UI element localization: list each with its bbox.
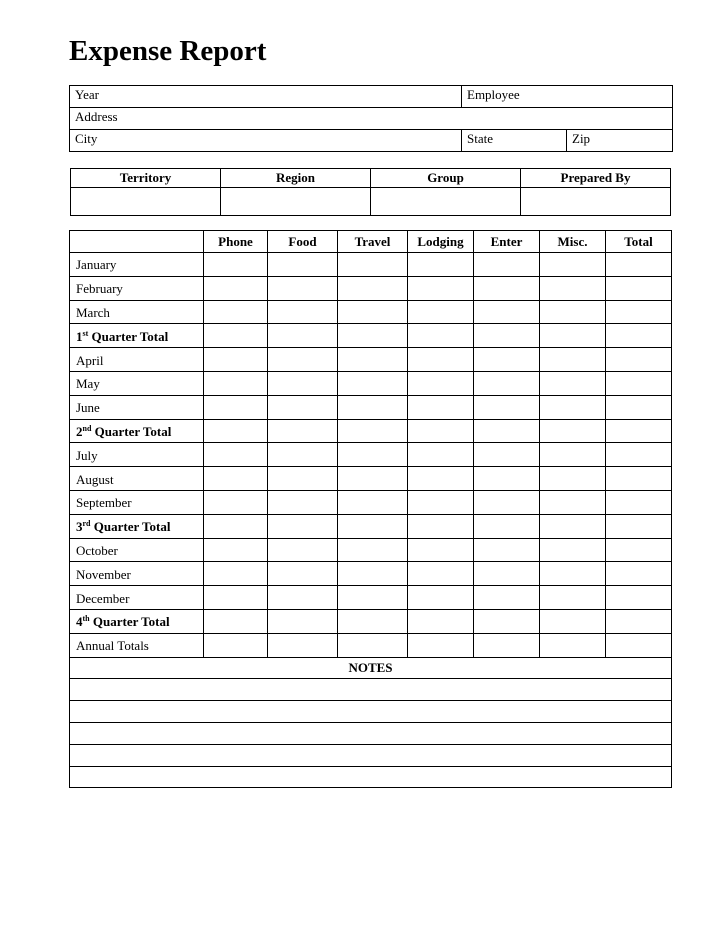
expense-cell[interactable] xyxy=(268,490,338,514)
expense-cell[interactable] xyxy=(474,443,540,467)
row-label-march: March xyxy=(70,300,204,324)
employee-field[interactable] xyxy=(462,86,673,108)
expense-cell[interactable] xyxy=(338,514,408,538)
expense-cell[interactable] xyxy=(540,371,606,395)
expense-cell[interactable] xyxy=(606,324,672,348)
expense-cell[interactable] xyxy=(268,300,338,324)
expense-cell[interactable] xyxy=(204,562,268,586)
row-label-november: November xyxy=(70,562,204,586)
expense-cell[interactable] xyxy=(474,419,540,443)
employee-label: Employee xyxy=(467,87,520,102)
expense-cell[interactable] xyxy=(408,300,474,324)
table-row xyxy=(70,538,672,562)
misc-header: Misc. xyxy=(540,231,606,253)
expense-cell[interactable] xyxy=(268,467,338,491)
expense-cell[interactable] xyxy=(408,253,474,277)
table-row xyxy=(70,562,672,586)
expense-cell[interactable] xyxy=(606,253,672,277)
expense-cell[interactable] xyxy=(268,633,338,657)
expense-cell[interactable] xyxy=(540,300,606,324)
territory-header: Territory xyxy=(71,169,221,188)
expense-cell[interactable] xyxy=(606,633,672,657)
expense-cell[interactable] xyxy=(204,443,268,467)
table-row xyxy=(70,633,672,657)
expense-cell[interactable] xyxy=(606,586,672,610)
row-label-september: September xyxy=(70,490,204,514)
notes-line-4[interactable] xyxy=(70,744,672,766)
expense-cell[interactable] xyxy=(338,586,408,610)
expense-cell[interactable] xyxy=(408,586,474,610)
q2-num: 2 xyxy=(76,423,83,439)
row-label-january: January xyxy=(70,253,204,277)
q1-text: Quarter Total xyxy=(88,328,169,344)
expense-cell[interactable] xyxy=(204,514,268,538)
expense-cell[interactable] xyxy=(338,324,408,348)
q1-num: 1 xyxy=(76,328,83,344)
expense-cell[interactable] xyxy=(540,586,606,610)
expense-table xyxy=(69,230,672,788)
expense-cell[interactable] xyxy=(408,419,474,443)
expense-cell[interactable] xyxy=(474,490,540,514)
expense-cell[interactable] xyxy=(540,514,606,538)
expense-cell[interactable] xyxy=(540,609,606,633)
notes-title: NOTES xyxy=(70,657,672,679)
expense-cell[interactable] xyxy=(268,586,338,610)
prepared-by-header: Prepared By xyxy=(521,169,671,188)
total-header: Total xyxy=(606,231,672,253)
q2-text: Quarter Total xyxy=(91,423,172,439)
row-label-july: July xyxy=(70,443,204,467)
expense-cell[interactable] xyxy=(268,609,338,633)
expense-cell[interactable] xyxy=(606,467,672,491)
expense-cell[interactable] xyxy=(204,348,268,372)
q4-num: 4 xyxy=(76,614,83,630)
expense-cell[interactable] xyxy=(606,490,672,514)
notes-line xyxy=(70,701,672,723)
expense-cell[interactable] xyxy=(606,562,672,586)
zip-field[interactable] xyxy=(567,130,673,152)
notes-line-1[interactable] xyxy=(70,679,672,701)
year-field[interactable] xyxy=(70,86,462,108)
expense-cell[interactable] xyxy=(338,562,408,586)
table-row xyxy=(70,609,672,633)
row-label-q2-total xyxy=(70,419,204,443)
lodging-header: Lodging xyxy=(408,231,474,253)
expense-cell[interactable] xyxy=(338,443,408,467)
row-label-june: June xyxy=(70,395,204,419)
expense-cell[interactable] xyxy=(338,300,408,324)
expense-cell[interactable] xyxy=(204,586,268,610)
table-row xyxy=(70,586,672,610)
expense-cell[interactable] xyxy=(204,609,268,633)
expense-cell[interactable] xyxy=(606,348,672,372)
row-label-october: October xyxy=(70,538,204,562)
expense-cell[interactable] xyxy=(474,395,540,419)
expense-cell[interactable] xyxy=(606,514,672,538)
expense-cell[interactable] xyxy=(338,395,408,419)
expense-cell[interactable] xyxy=(540,253,606,277)
expense-cell[interactable] xyxy=(338,538,408,562)
expense-cell[interactable] xyxy=(540,562,606,586)
expense-cell[interactable] xyxy=(474,467,540,491)
expense-cell[interactable] xyxy=(408,467,474,491)
region-cell[interactable] xyxy=(221,188,371,216)
expense-cell[interactable] xyxy=(540,324,606,348)
row-label-december: December xyxy=(70,586,204,610)
q4-suffix: th xyxy=(82,614,90,624)
territory-table xyxy=(70,168,671,216)
q3-suffix: rd xyxy=(82,519,91,529)
expense-cell[interactable] xyxy=(338,490,408,514)
notes-header-row xyxy=(70,657,672,679)
corner-header xyxy=(70,231,204,253)
row-label-april: April xyxy=(70,348,204,372)
expense-cell[interactable] xyxy=(268,538,338,562)
expense-cell[interactable] xyxy=(474,633,540,657)
expense-cell[interactable] xyxy=(540,490,606,514)
expense-cell[interactable] xyxy=(268,395,338,419)
group-header: Group xyxy=(371,169,521,188)
q3-text: Quarter Total xyxy=(90,519,171,535)
expense-cell[interactable] xyxy=(408,348,474,372)
row-label-may: May xyxy=(70,371,204,395)
table-row xyxy=(70,514,672,538)
expense-cell[interactable] xyxy=(204,419,268,443)
expense-cell[interactable] xyxy=(204,467,268,491)
expense-cell[interactable] xyxy=(408,443,474,467)
notes-line-5[interactable] xyxy=(70,766,672,788)
table-row xyxy=(70,395,672,419)
expense-cell[interactable] xyxy=(268,562,338,586)
q4-text: Quarter Total xyxy=(89,614,170,630)
expense-cell[interactable] xyxy=(338,609,408,633)
q2-suffix: nd xyxy=(82,423,92,433)
row-label-q1-total xyxy=(70,324,204,348)
state-label: State xyxy=(467,131,493,146)
expense-cell[interactable] xyxy=(204,371,268,395)
expense-cell[interactable] xyxy=(474,348,540,372)
expense-cell[interactable] xyxy=(540,467,606,491)
address-label: Address xyxy=(75,109,118,124)
expense-cell[interactable] xyxy=(408,371,474,395)
expense-cell[interactable] xyxy=(540,419,606,443)
row-label-february: February xyxy=(70,276,204,300)
table-row xyxy=(70,443,672,467)
expense-cell[interactable] xyxy=(474,514,540,538)
expense-cell[interactable] xyxy=(408,633,474,657)
expense-cell[interactable] xyxy=(474,562,540,586)
expense-cell[interactable] xyxy=(204,538,268,562)
expense-cell[interactable] xyxy=(268,443,338,467)
table-row xyxy=(70,324,672,348)
expense-cell[interactable] xyxy=(338,633,408,657)
table-row xyxy=(70,253,672,277)
expense-cell[interactable] xyxy=(338,348,408,372)
expense-cell[interactable] xyxy=(474,371,540,395)
expense-cell[interactable] xyxy=(268,276,338,300)
expense-cell[interactable] xyxy=(204,276,268,300)
expense-cell[interactable] xyxy=(408,562,474,586)
expense-cell[interactable] xyxy=(540,395,606,419)
expense-cell[interactable] xyxy=(408,395,474,419)
city-field[interactable] xyxy=(70,130,462,152)
expense-cell[interactable] xyxy=(606,276,672,300)
table-row xyxy=(70,276,672,300)
table-row xyxy=(70,300,672,324)
row-label-august: August xyxy=(70,467,204,491)
expense-cell[interactable] xyxy=(338,276,408,300)
expense-cell[interactable] xyxy=(268,253,338,277)
expense-cell[interactable] xyxy=(204,324,268,348)
page-title: Expense Report xyxy=(69,35,267,67)
row-label-annual-totals: Annual Totals xyxy=(70,633,204,657)
expense-cell[interactable] xyxy=(338,419,408,443)
expense-cell[interactable] xyxy=(474,586,540,610)
expense-cell[interactable] xyxy=(338,467,408,491)
expense-header-row xyxy=(70,231,672,253)
expense-cell[interactable] xyxy=(540,443,606,467)
expense-cell[interactable] xyxy=(408,609,474,633)
expense-cell[interactable] xyxy=(268,324,338,348)
prepared-by-cell[interactable] xyxy=(521,188,671,216)
expense-cell[interactable] xyxy=(408,490,474,514)
notes-line xyxy=(70,744,672,766)
zip-label: Zip xyxy=(572,131,591,146)
address-field[interactable] xyxy=(70,108,673,130)
table-row xyxy=(70,348,672,372)
expense-cell[interactable] xyxy=(474,538,540,562)
notes-line-3[interactable] xyxy=(70,722,672,744)
group-cell[interactable] xyxy=(371,188,521,216)
table-row xyxy=(70,371,672,395)
table-row xyxy=(70,467,672,491)
expense-cell[interactable] xyxy=(338,253,408,277)
expense-cell[interactable] xyxy=(408,514,474,538)
expense-cell[interactable] xyxy=(268,514,338,538)
city-label: City xyxy=(75,131,98,146)
expense-cell[interactable] xyxy=(204,395,268,419)
expense-cell[interactable] xyxy=(606,300,672,324)
expense-cell[interactable] xyxy=(204,633,268,657)
year-label: Year xyxy=(75,87,99,102)
expense-cell[interactable] xyxy=(474,300,540,324)
q3-num: 3 xyxy=(76,519,83,535)
expense-cell[interactable] xyxy=(474,609,540,633)
expense-cell[interactable] xyxy=(204,300,268,324)
notes-line xyxy=(70,766,672,788)
notes-line-2[interactable] xyxy=(70,701,672,723)
expense-cell[interactable] xyxy=(204,490,268,514)
territory-cell[interactable] xyxy=(71,188,221,216)
q1-suffix: st xyxy=(82,328,89,338)
expense-cell[interactable] xyxy=(540,633,606,657)
expense-cell[interactable] xyxy=(204,253,268,277)
notes-line xyxy=(70,679,672,701)
expense-cell[interactable] xyxy=(606,609,672,633)
expense-cell[interactable] xyxy=(408,538,474,562)
expense-cell[interactable] xyxy=(268,348,338,372)
region-header: Region xyxy=(221,169,371,188)
table-row xyxy=(70,490,672,514)
expense-cell[interactable] xyxy=(408,276,474,300)
expense-cell[interactable] xyxy=(408,324,474,348)
expense-cell[interactable] xyxy=(474,324,540,348)
phone-header: Phone xyxy=(204,231,268,253)
food-header: Food xyxy=(268,231,338,253)
expense-cell[interactable] xyxy=(474,276,540,300)
enter-header: Enter xyxy=(474,231,540,253)
notes-line xyxy=(70,722,672,744)
state-field[interactable] xyxy=(462,130,567,152)
expense-cell[interactable] xyxy=(338,371,408,395)
expense-cell[interactable] xyxy=(540,348,606,372)
expense-cell[interactable] xyxy=(268,419,338,443)
employee-info-table xyxy=(69,85,673,152)
expense-cell[interactable] xyxy=(540,538,606,562)
expense-cell[interactable] xyxy=(606,419,672,443)
row-label-q4-total xyxy=(70,609,204,633)
expense-cell[interactable] xyxy=(606,443,672,467)
travel-header: Travel xyxy=(338,231,408,253)
expense-cell[interactable] xyxy=(474,253,540,277)
expense-cell[interactable] xyxy=(540,276,606,300)
expense-cell[interactable] xyxy=(268,371,338,395)
expense-cell[interactable] xyxy=(606,371,672,395)
table-row xyxy=(70,419,672,443)
row-label-q3-total xyxy=(70,514,204,538)
expense-cell[interactable] xyxy=(606,395,672,419)
expense-cell[interactable] xyxy=(606,538,672,562)
